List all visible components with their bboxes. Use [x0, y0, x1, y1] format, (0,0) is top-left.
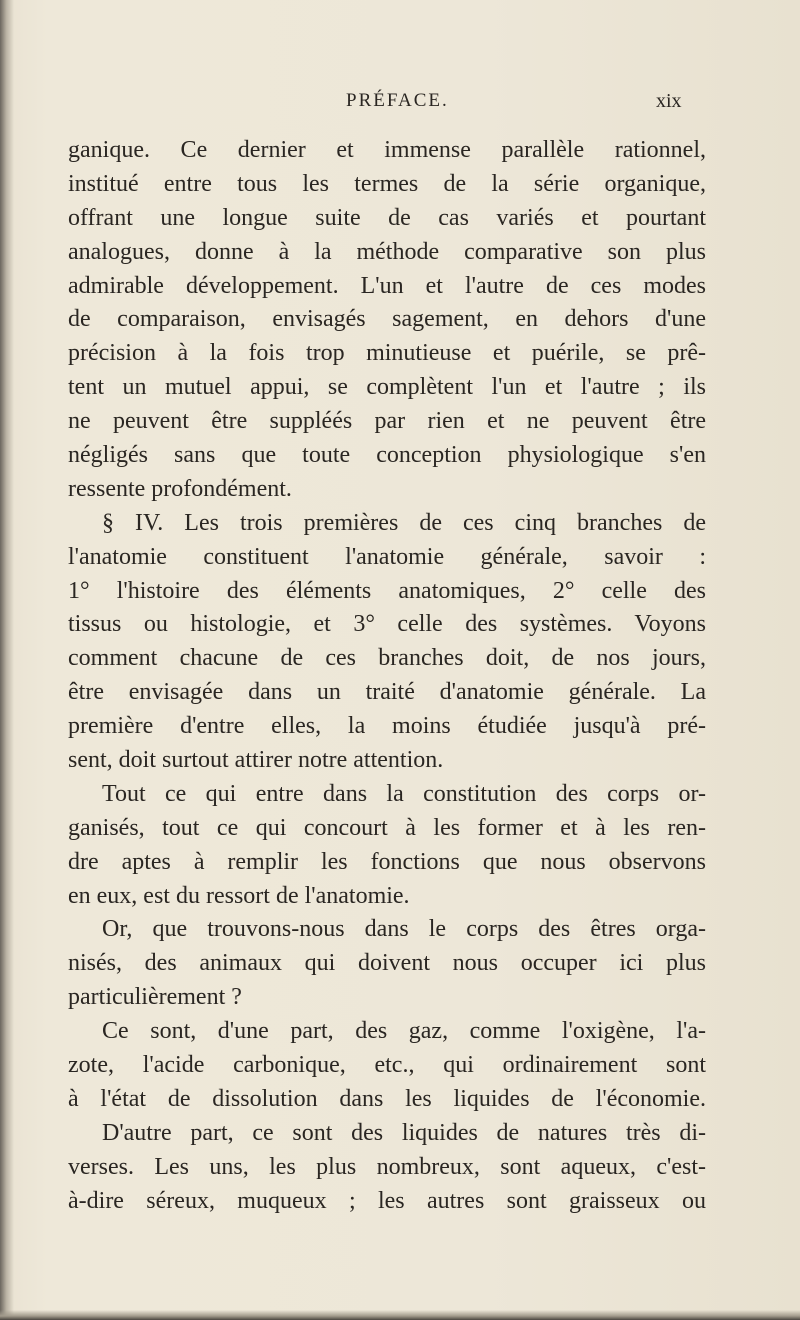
text-line: tissus ou histologie, et 3° celle des systèmes. Voyons [68, 611, 706, 638]
text-line: ganique. Ce dernier et immense parallèle rationnel, [68, 137, 706, 163]
text-line: première d'entre elles, la moins étudiée jusqu'à pré- [68, 713, 706, 740]
text-line: zote, l'acide carbonique, etc., qui ordinairement sont [68, 1052, 706, 1079]
running-header [0, 90, 800, 120]
text-line: admirable développement. L'un et l'autre de ces modes [68, 272, 706, 299]
text-line: l'anatomie constituent l'anatomie générale, savoir : [68, 543, 706, 570]
page-number: xix [656, 90, 682, 112]
text-line: Tout ce qui entre dans la constitution des corps or- [102, 780, 706, 807]
text-line: de comparaison, envisagés sagement, en dehors d'une [68, 306, 706, 333]
text-line: dre aptes à remplir les fonctions que nous observons [68, 848, 706, 875]
text-line: Or, que trouvons-nous dans le corps des êtres orga- [102, 916, 706, 943]
text-line: à l'état de dissolution dans les liquides de l'économie. [68, 1085, 706, 1112]
running-title: PRÉFACE. [346, 90, 449, 111]
text-line: Ce sont, d'une part, des gaz, comme l'oxigène, l'a- [102, 1018, 706, 1045]
text-line: ressente profondément. [68, 475, 292, 502]
text-line: verses. Les uns, les plus nombreux, sont aqueux, c'est- [68, 1153, 706, 1180]
text-line: tent un mutuel appui, se complètent l'un et l'autre ; ils [68, 374, 706, 401]
text-line: à-dire séreux, muqueux ; les autres sont graisseux ou [68, 1187, 706, 1214]
text-line: sent, doit surtout attirer notre attention. [68, 747, 444, 774]
body-text [68, 134, 706, 1219]
text-line: négligés sans que toute conception physiologique s'en [68, 442, 706, 469]
page-gutter-shadow [0, 0, 14, 1320]
text-line: être envisagée dans un traité d'anatomie générale. La [68, 679, 706, 706]
text-line: comment chacune de ces branches doit, de nos jours, [68, 645, 706, 672]
text-line: institué entre tous les termes de la série organique, [68, 170, 706, 197]
text-line: § IV. Les trois premières de ces cinq branches de [102, 509, 706, 536]
text-line: nisés, des animaux qui doivent nous occuper ici plus [68, 950, 706, 977]
text-line: particulièrement ? [68, 984, 242, 1011]
text-line: précision à la fois trop minutieuse et puérile, se prê- [68, 340, 706, 367]
text-line: 1° l'histoire des éléments anatomiques, 2° celle des [68, 577, 706, 604]
text-line: ne peuvent être suppléés par rien et ne peuvent être [68, 408, 706, 435]
text-line: ganisés, tout ce qui concourt à les former et à les ren- [68, 814, 706, 841]
page-bottom-edge [0, 1310, 800, 1320]
text-line: D'autre part, ce sont des liquides de natures très di- [102, 1119, 706, 1146]
text-line: analogues, donne à la méthode comparative son plus [68, 238, 706, 265]
text-line: offrant une longue suite de cas variés et pourtant [68, 204, 706, 231]
text-line: en eux, est du ressort de l'anatomie. [68, 882, 410, 909]
